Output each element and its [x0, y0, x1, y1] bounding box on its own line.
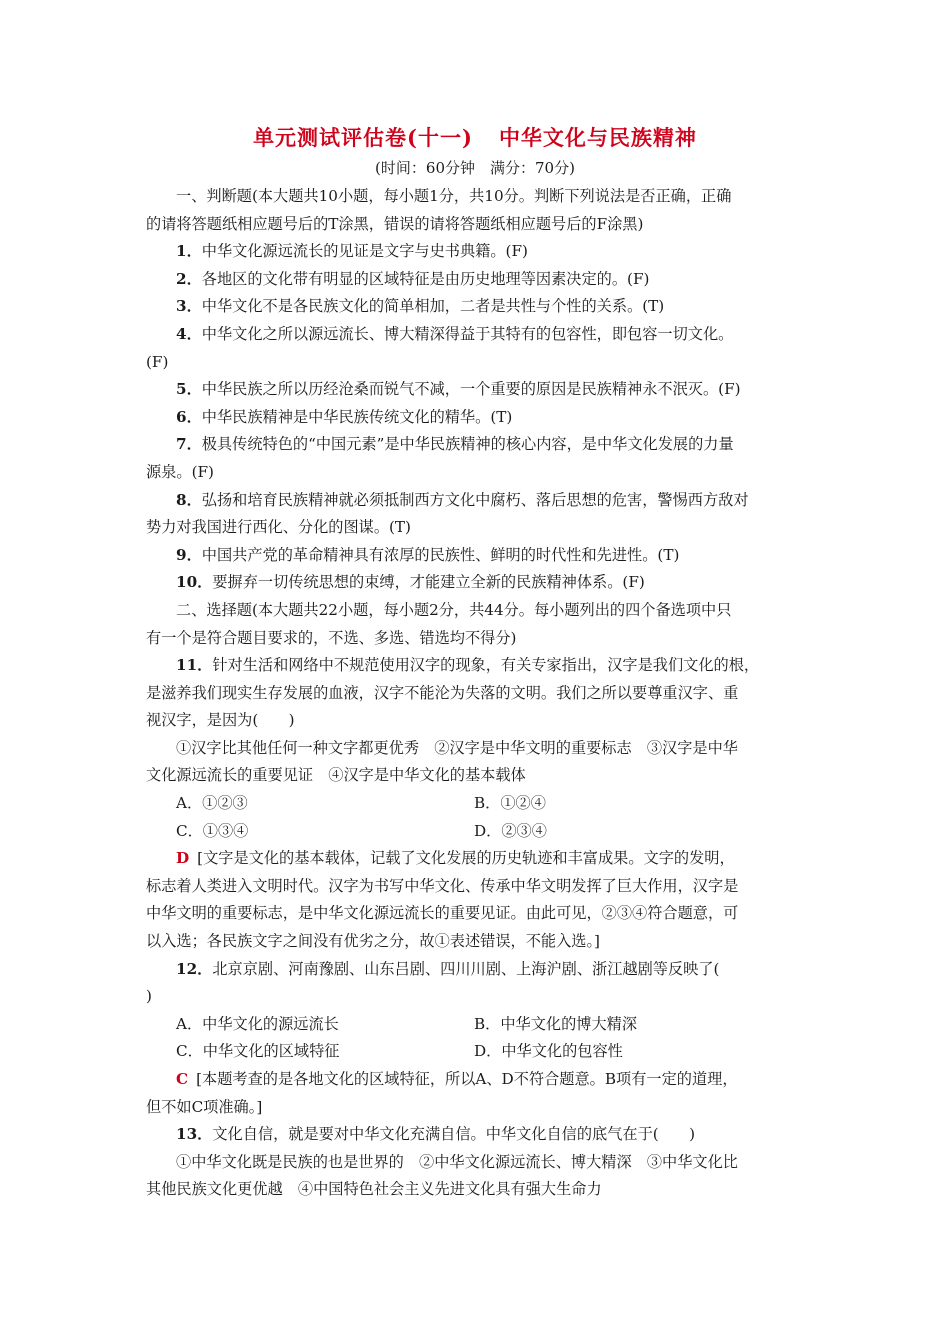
question-12-stem: 12．北京京剧、河南豫剧、山东吕剧、四川川剧、上海沪剧、浙江越剧等反映了( [176, 959, 720, 978]
question-11-stem-cont: 视汉字，是因为( ) [146, 711, 295, 730]
question-12-explanation: C [本题考查的是各地文化的区域特征，所以A、D不符合题意。B项有一定的道理， [176, 1070, 738, 1088]
judge-item-4-cont: (F) [146, 352, 169, 371]
question-13-statements-cont: 其他民族文化更优越 ④中国特色社会主义先进文化具有强大生命力 [146, 1180, 602, 1199]
judge-item-8: 8．弘扬和培育民族精神就必须抵制西方文化中腐朽、落后思想的危害，警惕西方敌对 [176, 490, 749, 509]
answer-letter: D [176, 849, 190, 868]
title-main: 单元测试评估卷(十一) [253, 125, 473, 150]
section1-intro-line: 的请将答题纸相应题号后的T涂黑，错误的请将答题纸相应题号后的F涂黑) [146, 214, 644, 233]
title-sub: 中华文化与民族精神 [498, 125, 697, 150]
question-11-stem: 11．针对生活和网络中不规范使用汉字的现象，有关专家指出，汉字是我们文化的根， [176, 656, 760, 675]
judge-item-4: 4．中华文化之所以源远流长、博大精深得益于其特有的包容性，即包容一切文化。 [176, 324, 734, 343]
question-12-stem-cont: ) [146, 987, 152, 1006]
judge-item-2: 2．各地区的文化带有明显的区域特征是由历史地理等因素决定的。(F) [176, 269, 650, 288]
question-12-explanation-cont: 但不如C项准确。] [146, 1097, 263, 1116]
time-info: (时间：60分钟 满分：70分) [375, 159, 575, 177]
question-13-statements: ①中华文化既是民族的也是世界的 ②中华文化源远流长、博大精深 ③中华文化比 [176, 1152, 738, 1171]
option-b: B．中华文化的博大精深 [474, 1014, 638, 1033]
question-11-options-row [146, 790, 806, 818]
judge-item-5: 5．中华民族之所以历经沧桑而锐气不减，一个重要的原因是民族精神永不泯灭。(F) [176, 380, 741, 399]
section2-intro-line: 有一个是符合题目要求的，不选、多选、错选均不得分) [146, 628, 517, 647]
judge-item-7-cont: 源泉。(F) [146, 462, 214, 481]
judge-item-7: 7．极具传统特色的“中国元素”是中华民族精神的核心内容，是中华文化发展的力量 [176, 435, 734, 454]
question-12-options-row [146, 1038, 806, 1066]
option-d: D．中华文化的包容性 [474, 1042, 623, 1061]
option-a: A．中华文化的源远流长 [176, 1014, 339, 1033]
option-b: B．①②④ [474, 794, 546, 813]
judge-item-10: 10．要摒弃一切传统思想的束缚，才能建立全新的民族精神体系。(F) [176, 573, 645, 592]
judge-item-6: 6．中华民族精神是中华民族传统文化的精华。(T) [176, 407, 513, 426]
option-a: A．①②③ [176, 794, 248, 813]
document-body [146, 183, 806, 1204]
question-13-stem: 13．文化自信，就是要对中华文化充满自信。中华文化自信的底气在于( ) [176, 1125, 695, 1144]
option-c: C．中华文化的区域特征 [176, 1042, 340, 1061]
judge-item-3: 3．中华文化不是各民族文化的简单相加，二者是共性与个性的关系。(T) [176, 297, 665, 316]
section2-intro-line: 二、选择题(本大题共22小题，每小题2分，共44分。每小题列出的四个备选项中只 [176, 600, 732, 619]
page-title [0, 122, 950, 152]
question-11-statements: ①汉字比其他任何一种文字都更优秀 ②汉字是中华文明的重要标志 ③汉字是中华 [176, 738, 738, 757]
question-11-explanation-cont: 中华文明的重要标志，是中华文化源远流长的重要见证。由此可见，②③④符合题意，可 [146, 904, 739, 923]
question-11-explanation-cont: 标志着人类进入文明时代。汉字为书写中华文化、传承中华文明发挥了巨大作用，汉字是 [146, 876, 739, 895]
question-11-options-row [146, 818, 806, 846]
judge-item-9: 9．中国共产党的革命精神具有浓厚的民族性、鲜明的时代性和先进性。(T) [176, 545, 680, 564]
option-d: D．②③④ [474, 821, 547, 840]
option-c: C．①③④ [176, 821, 249, 840]
judge-item-8-cont: 势力对我国进行西化、分化的图谋。(T) [146, 518, 411, 537]
section1-intro-line: 一、判断题(本大题共10小题，每小题1分，共10分。判断下列说法是否正确，正确 [176, 187, 732, 205]
question-12-options-row [146, 1011, 806, 1039]
question-11-explanation: D [文字是文化的基本载体，记载了文化发展的历史轨迹和丰富成果。文字的发明， [176, 849, 735, 868]
question-11-stem-cont: 是滋养我们现实生存发展的血液，汉字不能沦为失落的文明。我们之所以要尊重汉字、重 [146, 683, 739, 702]
question-11-explanation-cont: 以入选；各民族文字之间没有优劣之分，故①表述错误，不能入选。] [146, 932, 600, 951]
judge-item-1: 1．中华文化源远流长的见证是文字与史书典籍。(F) [176, 242, 528, 261]
question-11-statements-cont: 文化源远流长的重要见证 ④汉字是中华文化的基本载体 [146, 766, 526, 785]
answer-letter: C [176, 1070, 189, 1088]
